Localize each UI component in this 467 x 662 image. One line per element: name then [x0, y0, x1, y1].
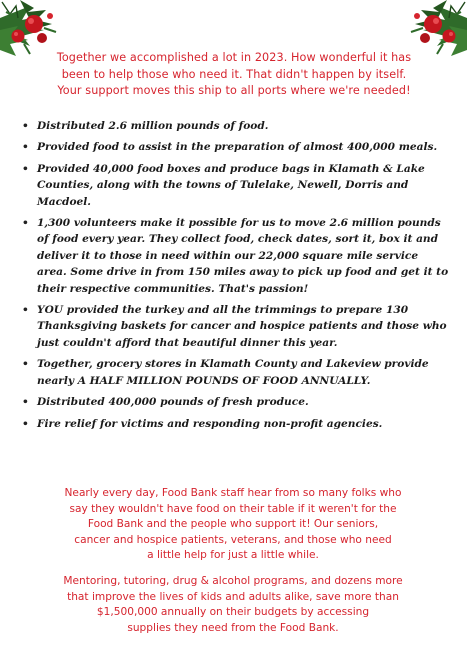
- closing-line: say they wouldn't have food on their table if it weren't for the: [69, 502, 397, 515]
- intro-line: Your support moves this ship to all ports where we're needed!: [57, 84, 411, 97]
- intro-paragraph: [22, 50, 446, 100]
- list-item: • Together, grocery stores in Klamath County and Lakeview provide nearly A HALF MILLION POUNDS OF FOOD ANNUALLY.: [22, 356, 450, 389]
- list-item: • 1,300 volunteers make it possible for us to move 2.6 million pounds of food every year. They collect food, check dates, sort it, box it and deliver it to those in need within our 22,000 square mile service area. Some drive in from 150 miles away to pick up food and get it to their respective communities. That's passion!: [22, 215, 450, 297]
- list-item: • Fire relief for victims and responding non-profit agencies.: [22, 416, 450, 432]
- closing-line: $1,500,000 annually on their budgets by accessing: [96, 606, 370, 619]
- closing-line: a little help for just a little while.: [147, 549, 319, 562]
- list-item: • YOU provided the turkey and all the trimmings to prepare 130 Thanksgiving baskets for cancer and hospice patients and those who just couldn't afford that beautiful dinner this year.: [22, 302, 450, 351]
- intro-line: been to help those who need it. That didn't happen by itself.: [61, 67, 407, 81]
- closing-line: Nearly every day, Food Bank staff hear from so many folks who: [64, 487, 402, 499]
- closing-line: Food Bank and the people who support it! Our seniors,: [87, 518, 379, 531]
- list-item: • Provided food to assist in the preparation of almost 400,000 meals.: [22, 139, 450, 155]
- closing-line: cancer and hospice patients, veterans, and those who need: [74, 533, 392, 546]
- closing-paragraph-programs: [26, 574, 440, 636]
- closing-line: Mentoring, tutoring, drug & alcohol programs, and dozens more: [63, 575, 403, 587]
- list-item: • Provided 40,000 food boxes and produce bags in Klamath & Lake Counties, along with the towns of Tulelake, Newell, Dorris and Macdoel.: [22, 161, 450, 210]
- closing-line: supplies they need from the Food Bank.: [127, 621, 339, 634]
- closing-line: that improve the lives of kids and adults alike, save more than: [67, 590, 399, 603]
- list-item: • Distributed 2.6 million pounds of food.: [22, 118, 450, 134]
- closing-paragraph-staff: [26, 486, 440, 564]
- list-item: • Distributed 400,000 pounds of fresh produce.: [22, 394, 450, 410]
- accomplishments-list: [22, 118, 450, 437]
- intro-line: Together we accomplished a lot in 2023. How wonderful it has: [56, 51, 412, 64]
